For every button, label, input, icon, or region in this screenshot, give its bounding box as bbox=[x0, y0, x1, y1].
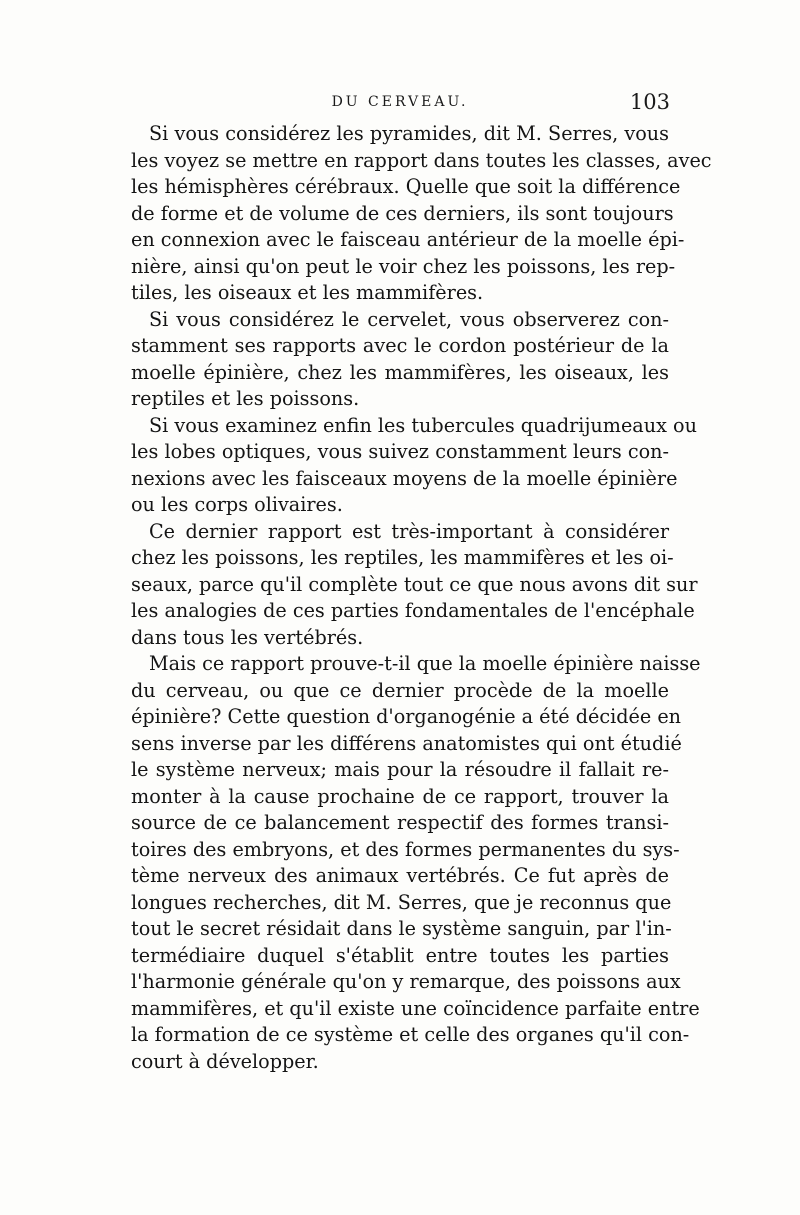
text-line: stamment ses rapports avec le cordon postérieur de la bbox=[131, 334, 669, 357]
text-line: dans tous les vertébrés. bbox=[131, 625, 364, 649]
text-line: ou les corps olivaires. bbox=[131, 493, 343, 516]
text-line: tout le secret résidait dans le système sanguin, par l'in- bbox=[131, 917, 672, 940]
text-line: termédiaire duquel s'établit entre toutes les parties bbox=[131, 943, 669, 967]
body-text bbox=[131, 121, 712, 1075]
text-line: chez les poissons, les reptiles, les mammifères et les oi- bbox=[131, 546, 674, 569]
text-line: longues recherches, dit M. Serres, que je reconnus que bbox=[131, 890, 672, 914]
text-line: les lobes optiques, vous suivez constamment leurs con- bbox=[131, 440, 669, 463]
text-line: la formation de ce système et celle des organes qu'il con- bbox=[131, 1023, 690, 1046]
text-line: Mais ce rapport prouve-t-il que la moelle épinière naisse bbox=[149, 652, 701, 675]
text-line: les hémisphères cérébraux. Quelle que soit la différence bbox=[131, 175, 681, 198]
text-line: sens inverse par les différens anatomistes qui ont étudié bbox=[131, 731, 682, 755]
text-line: du cerveau, ou que ce dernier procède de la moelle bbox=[131, 678, 669, 702]
paragraph bbox=[131, 413, 697, 519]
paragraph bbox=[131, 307, 669, 413]
paragraph bbox=[131, 651, 701, 1075]
text-line: les analogies de ces parties fondamentales de l'encéphale bbox=[131, 599, 695, 622]
paragraph bbox=[131, 121, 712, 307]
text-line: le système nerveux; mais pour la résoudre il fallait re- bbox=[131, 758, 669, 781]
text-line: mammifères, et qu'il existe une coïncidence parfaite entre bbox=[131, 996, 700, 1020]
text-line: toires des embryons, et des formes permanentes du sys- bbox=[131, 837, 680, 861]
page-number: 103 bbox=[629, 90, 670, 114]
text-line: Si vous considérez le cervelet, vous observerez con- bbox=[149, 307, 669, 331]
text-line: nexions avec les faisceaux moyens de la moelle épinière bbox=[131, 466, 678, 490]
text-line: monter à la cause prochaine de ce rapport, trouver la bbox=[131, 784, 669, 808]
text-line: tiles, les oiseaux et les mammifères. bbox=[131, 281, 484, 304]
text-line: reptiles et les poissons. bbox=[131, 387, 360, 410]
text-line: en connexion avec le faisceau antérieur de la moelle épi- bbox=[131, 228, 685, 251]
text-line: Si vous considérez les pyramides, dit M. Serres, vous bbox=[149, 122, 669, 145]
text-line: Si vous examinez enfin les tubercules quadrijumeaux ou bbox=[149, 413, 697, 437]
text-line: tème nerveux des animaux vertébrés. Ce fut après de bbox=[131, 864, 669, 887]
running-head bbox=[130, 90, 670, 114]
paragraph bbox=[131, 519, 698, 652]
text-line: de forme et de volume de ces derniers, ils sont toujours bbox=[131, 201, 674, 225]
text-line: les voyez se mettre en rapport dans toutes les classes, avec bbox=[131, 148, 712, 172]
text-line: moelle épinière, chez les mammifères, les oiseaux, les bbox=[131, 360, 669, 384]
text-line: l'harmonie générale qu'on y remarque, des poissons aux bbox=[131, 970, 681, 993]
running-title: DU CERVEAU. bbox=[331, 94, 469, 110]
text-line: épinière? Cette question d'organogénie a été décidée en bbox=[131, 705, 682, 728]
text-line: court à développer. bbox=[131, 1049, 319, 1073]
text-line: seaux, parce qu'il complète tout ce que nous avons dit sur bbox=[131, 572, 698, 596]
text-line: Ce dernier rapport est très-important à considérer bbox=[149, 519, 669, 543]
text-line: source de ce balancement respectif des formes transi- bbox=[131, 811, 669, 834]
text-line: nière, ainsi qu'on peut le voir chez les poissons, les rep- bbox=[131, 254, 676, 278]
